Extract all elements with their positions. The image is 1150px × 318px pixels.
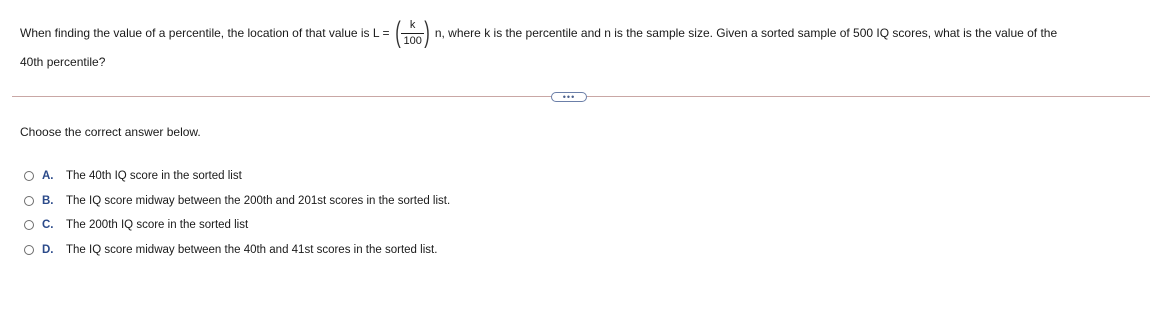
- option-letter: A.: [42, 170, 54, 183]
- radio-button-c[interactable]: [24, 220, 34, 230]
- question-text-after: n, where k is the percentile and n is the sample size. Given a sorted sample of 500 IQ scores, what is the value of the: [434, 26, 1058, 40]
- option-letter: B.: [42, 194, 54, 207]
- option-c[interactable]: [24, 213, 450, 238]
- fraction: [401, 19, 423, 48]
- option-text: The 40th IQ score in the sorted list: [66, 170, 242, 183]
- radio-button-a[interactable]: [24, 171, 34, 181]
- question-text-before: When finding the value of a percentile, the location of that value is L =: [20, 26, 390, 40]
- fraction-numerator: k: [409, 18, 416, 31]
- option-text: The IQ score midway between the 40th and 41st scores in the sorted list.: [66, 244, 438, 257]
- question-text: [20, 14, 1145, 72]
- question-line-1: [20, 14, 1145, 52]
- option-text: The 200th IQ score in the sorted list: [66, 219, 249, 232]
- answer-options: [24, 164, 450, 262]
- question-line-2: 40th percentile?: [20, 55, 106, 69]
- percentile-formula: [393, 18, 431, 48]
- option-b[interactable]: [24, 189, 450, 214]
- more-options-button[interactable]: •••: [551, 92, 587, 102]
- option-letter: D.: [42, 244, 54, 257]
- option-a[interactable]: [24, 164, 450, 189]
- answer-instruction: Choose the correct answer below.: [20, 125, 201, 139]
- radio-button-b[interactable]: [24, 196, 34, 206]
- option-d[interactable]: [24, 238, 450, 263]
- fraction-denominator: 100: [403, 34, 422, 47]
- option-letter: C.: [42, 219, 54, 232]
- right-paren: ): [424, 16, 430, 49]
- left-paren: (: [395, 16, 402, 49]
- option-text: The IQ score midway between the 200th and 201st scores in the sorted list.: [66, 194, 451, 207]
- radio-button-d[interactable]: [24, 245, 34, 255]
